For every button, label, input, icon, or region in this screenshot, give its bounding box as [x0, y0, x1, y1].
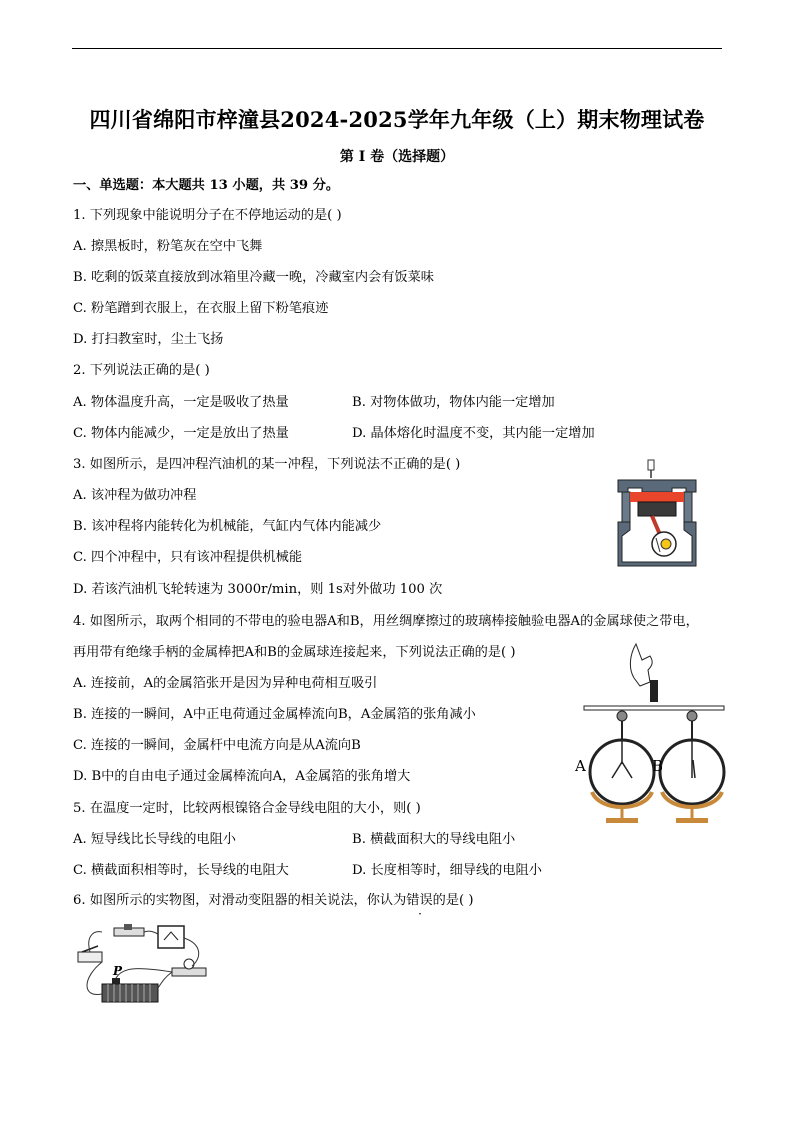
q6-stem-emphasis: 错误 — [406, 893, 433, 908]
electroscope-label-a: A — [575, 757, 586, 775]
q1-stem: 1. 下列现象中能说明分子在不停地运动的是( ) — [73, 208, 342, 223]
q4-stem-2: 再用带有绝缘手柄的金属棒把A和B的金属球连接起来，下列说法正确的是( ) — [73, 645, 516, 660]
q1-option-d: D. 打扫教室时，尘土飞扬 — [73, 332, 224, 347]
q3-option-c: C. 四个冲程中，只有该冲程提供机械能 — [73, 550, 303, 565]
q4-stem-1: 4. 如图所示，取两个相同的不带电的验电器A和B，用丝绸摩擦过的玻璃棒接触验电器A的金属球使之带电， — [73, 614, 699, 629]
q5-option-d: D. 长度相等时，细导线的电阻小 — [352, 863, 542, 878]
q1-option-b: B. 吃剩的饭菜直接放到冰箱里冷藏一晚，冷藏室内会有饭菜味 — [73, 270, 434, 285]
page-title: 四川省绵阳市梓潼县2024-2025学年九年级（上）期末物理试卷 — [89, 107, 705, 132]
q2-option-b: B. 对物体做功，物体内能一定增加 — [352, 395, 555, 410]
q4-option-d: D. B中的自由电子通过金属棒流向A，A金属箔的张角增大 — [73, 769, 411, 784]
q5-option-a: A. 短导线比长导线的电阻小 — [73, 832, 236, 847]
circuit-figure — [72, 918, 222, 1016]
electroscope-label-b: B — [652, 757, 664, 775]
q3-option-b: B. 该冲程将内能转化为机械能，气缸内气体内能减少 — [73, 519, 382, 534]
q4-option-a: A. 连接前，A的金属箔张开是因为异种电荷相互吸引 — [73, 676, 378, 691]
q5-stem: 5. 在温度一定时，比较两根镍铬合金导线电阻的大小，则( ) — [73, 801, 421, 816]
q1-option-c: C. 粉笔蹭到衣服上，在衣服上留下粉笔痕迹 — [73, 301, 329, 316]
q3-option-a: A. 该冲程为做功冲程 — [73, 488, 197, 503]
q6-stem-post: 的是( ) — [432, 893, 474, 908]
q6-stem — [73, 892, 474, 910]
q2-stem: 2. 下列说法正确的是( ) — [73, 363, 210, 378]
header-rule — [72, 48, 722, 49]
q1-option-a: A. 擦黑板时，粉笔灰在空中飞舞 — [73, 239, 263, 254]
engine-figure — [612, 458, 702, 568]
section-heading: 一、单选题：本大题共 13 小题，共 39 分。 — [73, 178, 340, 193]
q6-stem-pre: 6. 如图所示的实物图，对滑动变阻器的相关说法，你认为 — [73, 893, 407, 908]
q5-option-c: C. 横截面积相等时，长导线的电阻大 — [73, 863, 289, 878]
q3-stem: 3. 如图所示，是四冲程汽油机的某一冲程，下列说法不正确的是( ) — [73, 457, 461, 472]
q2-option-d: D. 晶体熔化时温度不变，其内能一定增加 — [352, 426, 595, 441]
electroscope-figure — [570, 642, 728, 832]
q4-option-c: C. 连接的一瞬间，金属杆中电流方向是从A流向B — [73, 738, 361, 753]
q4-option-b: B. 连接的一瞬间，A中正电荷通过金属棒流向B，A金属箔的张角减小 — [73, 707, 476, 722]
q3-option-d: D. 若该汽油机飞轮转速为 3000r/min，则 1s对外做功 100 次 — [73, 582, 443, 597]
q2-option-c: C. 物体内能减少，一定是放出了热量 — [73, 426, 289, 441]
q2-option-a: A. 物体温度升高，一定是吸收了热量 — [73, 395, 289, 410]
part-title: 第 I 卷（选择题） — [339, 149, 455, 165]
slider-label-p: P — [113, 964, 123, 978]
q5-option-b: B. 横截面积大的导线电阻小 — [352, 832, 516, 847]
